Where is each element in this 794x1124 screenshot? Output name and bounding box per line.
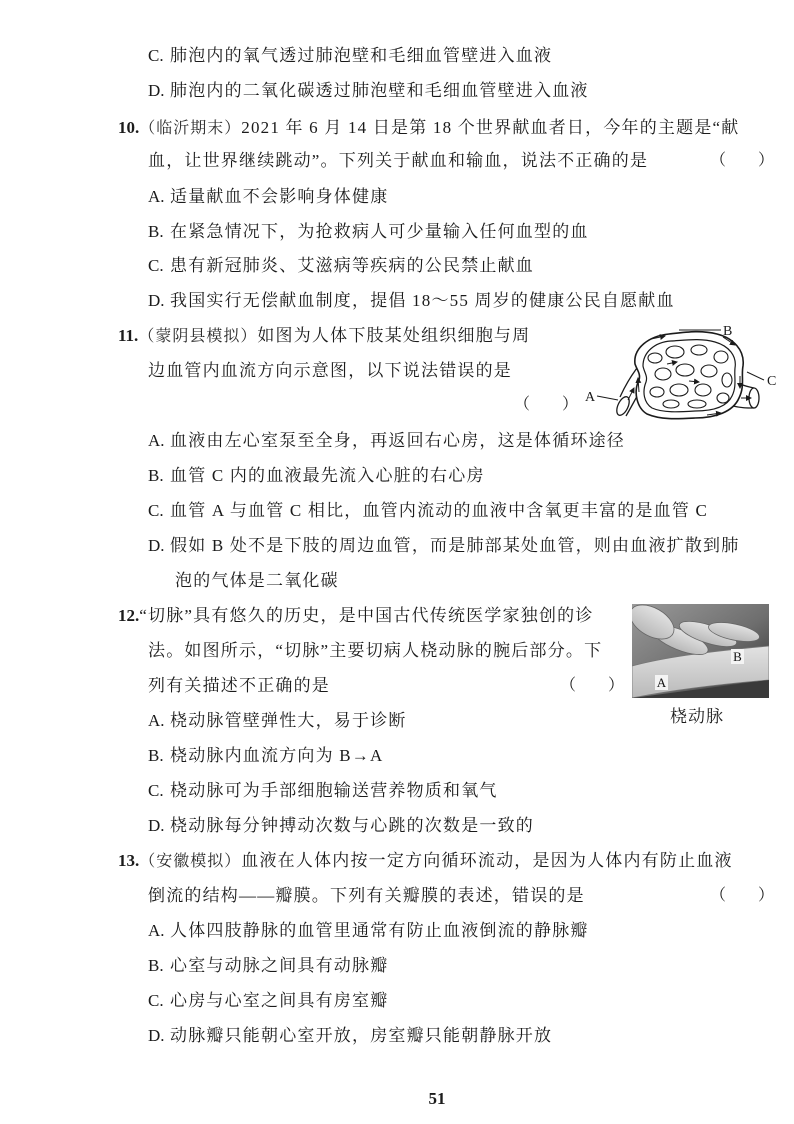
q10-option-d	[148, 290, 675, 312]
option-text: 泡的气体是二氧化碳	[175, 571, 339, 590]
option-label: A.	[148, 431, 165, 450]
option-label: A.	[148, 187, 165, 206]
option-text: 肺泡内的氧气透过肺泡壁和毛细血管壁进入血液	[170, 46, 553, 65]
option-label: B.	[148, 746, 164, 765]
label-c-leader	[747, 372, 764, 380]
option-text: 桡动脉每分钟搏动次数与心跳的次数是一致的	[170, 816, 534, 835]
q9-option-d	[148, 80, 589, 102]
option-label: C.	[148, 256, 164, 275]
option-text: 适量献血不会影响身体健康	[170, 187, 389, 206]
q10-option-a	[148, 186, 388, 208]
question-stem-text: 血液在人体内按一定方向循环流动，是因为人体内有防止血液	[241, 851, 733, 870]
option-label: D.	[148, 536, 165, 555]
question-source: （安徽模拟）	[139, 853, 242, 870]
question-stem-text: 如图为人体下肢某处组织细胞与周	[257, 326, 531, 345]
capillary-network-diagram	[583, 320, 788, 424]
option-label: A.	[148, 711, 165, 730]
q12-option-a	[148, 710, 407, 732]
q12-stem-line-3	[148, 675, 330, 697]
option-text: 在紧急情况下，为抢救病人可少量输入任何血型的血	[170, 222, 589, 241]
option-text: 桡动脉管壁弹性大，易于诊断	[170, 711, 407, 730]
figure-caption: 桡动脉	[670, 707, 724, 726]
question-stem-text: 倒流的结构——瓣膜。下列有关瓣膜的表述，错误的是	[148, 886, 585, 905]
label-a-leader	[597, 396, 618, 400]
option-text: 动脉瓣只能朝心室开放，房室瓣只能朝静脉开放	[170, 1026, 553, 1045]
q11-option-c	[148, 500, 708, 522]
q11-option-a	[148, 430, 625, 452]
option-label: C.	[148, 991, 164, 1010]
question-stem-text: “切脉”具有悠久的历史，是中国古代传统医学家独创的诊	[139, 606, 594, 625]
question-number: 13.	[118, 851, 140, 870]
option-text: 心房与心室之间具有房室瓣	[170, 991, 389, 1010]
option-text: 患有新冠肺炎、艾滋病等疾病的公民禁止献血	[170, 256, 534, 275]
label-c: C	[767, 374, 777, 389]
question-stem-text: 列有关描述不正确的是	[148, 676, 330, 695]
q13-option-a	[148, 920, 589, 942]
photo-label-a: A	[656, 675, 667, 690]
option-label: D.	[148, 816, 165, 835]
q11-option-b	[148, 465, 485, 487]
q13-stem-line-1	[118, 850, 733, 872]
q11-answer-bracket: （ ）	[514, 396, 579, 413]
option-text: 心室与动脉之间具有动脉瓣	[170, 956, 389, 975]
q13-option-c	[148, 990, 388, 1012]
question-number: 11.	[118, 326, 139, 345]
option-label: D.	[148, 81, 165, 100]
question-number: 10.	[118, 118, 140, 137]
option-label: C.	[148, 781, 164, 800]
q13-option-b	[148, 955, 388, 977]
q12-option-c	[148, 780, 498, 802]
q10-option-c	[148, 255, 534, 277]
q9-option-c	[148, 45, 552, 67]
q10-stem-line-1	[118, 117, 739, 139]
q11-stem-line-2	[148, 360, 512, 382]
q13-option-d	[148, 1025, 552, 1047]
option-label: D.	[148, 1026, 165, 1045]
question-stem-text: 边血管内血流方向示意图，以下说法错误的是	[148, 361, 512, 380]
option-label: C.	[148, 46, 164, 65]
option-text: 血管 A 与血管 C 相比，血管内流动的血液中含氧更丰富的是血管 C	[170, 501, 709, 520]
option-label: B.	[148, 466, 164, 485]
q12-stem-line-2	[148, 640, 602, 662]
photo-label-b: B	[733, 649, 742, 664]
q11-stem-line-1	[118, 325, 530, 347]
q12-option-b	[148, 745, 383, 767]
option-text: 我国实行无偿献血制度，提倡 18～55 周岁的健康公民自愿献血	[170, 291, 675, 310]
q10-stem-line-2	[148, 150, 648, 172]
question-number: 12.	[118, 606, 140, 625]
option-label: A.	[148, 921, 165, 940]
option-text: 桡动脉可为手部细胞输送营养物质和氧气	[170, 781, 498, 800]
option-label: B.	[148, 222, 164, 241]
option-text: 肺泡内的二氧化碳透过肺泡壁和毛细血管壁进入血液	[170, 81, 589, 100]
page-number: 51	[428, 1089, 446, 1108]
label-b: B	[723, 324, 733, 339]
option-text: 血管 C 内的血液最先流入心脏的右心房	[170, 466, 485, 485]
option-label: D.	[148, 291, 165, 310]
pulse-taking-photo	[632, 604, 769, 698]
option-text: 血液由左心室泵至全身，再返回右心房，这是体循环途径	[170, 431, 625, 450]
question-stem-text: 血，让世界继续跳动”。下列关于献血和输血，说法不正确的是	[148, 151, 649, 170]
question-stem-text: 法。如图所示，“切脉”主要切病人桡动脉的腕后部分。下	[148, 641, 603, 660]
option-text: 人体四肢静脉的血管里通常有防止血液倒流的静脉瓣	[170, 921, 589, 940]
q11-option-d	[148, 535, 739, 557]
q12-stem-line-1	[118, 605, 594, 627]
question-stem-text: 2021 年 6 月 14 日是第 18 个世界献血者日，今年的主题是“献	[241, 118, 740, 137]
option-label: B.	[148, 956, 164, 975]
question-source: （临沂期末）	[139, 120, 242, 137]
q12-option-d	[148, 815, 534, 837]
option-text: 桡动脉内血流方向为 B→A	[170, 746, 384, 765]
q13-stem-line-2	[148, 885, 585, 907]
q11-option-d-continued	[175, 570, 339, 592]
question-source: （蒙阴县模拟）	[138, 328, 258, 345]
label-a: A	[585, 390, 596, 405]
option-label: C.	[148, 501, 164, 520]
option-text: 假如 B 处不是下肢的周边血管，而是肺部某处血管，则由血液扩散到肺	[170, 536, 740, 555]
q13-answer-bracket: （ ）	[710, 887, 775, 904]
q12-answer-bracket: （ ）	[560, 677, 625, 694]
q10-option-b	[148, 221, 589, 243]
q10-answer-bracket: （ ）	[710, 152, 775, 169]
